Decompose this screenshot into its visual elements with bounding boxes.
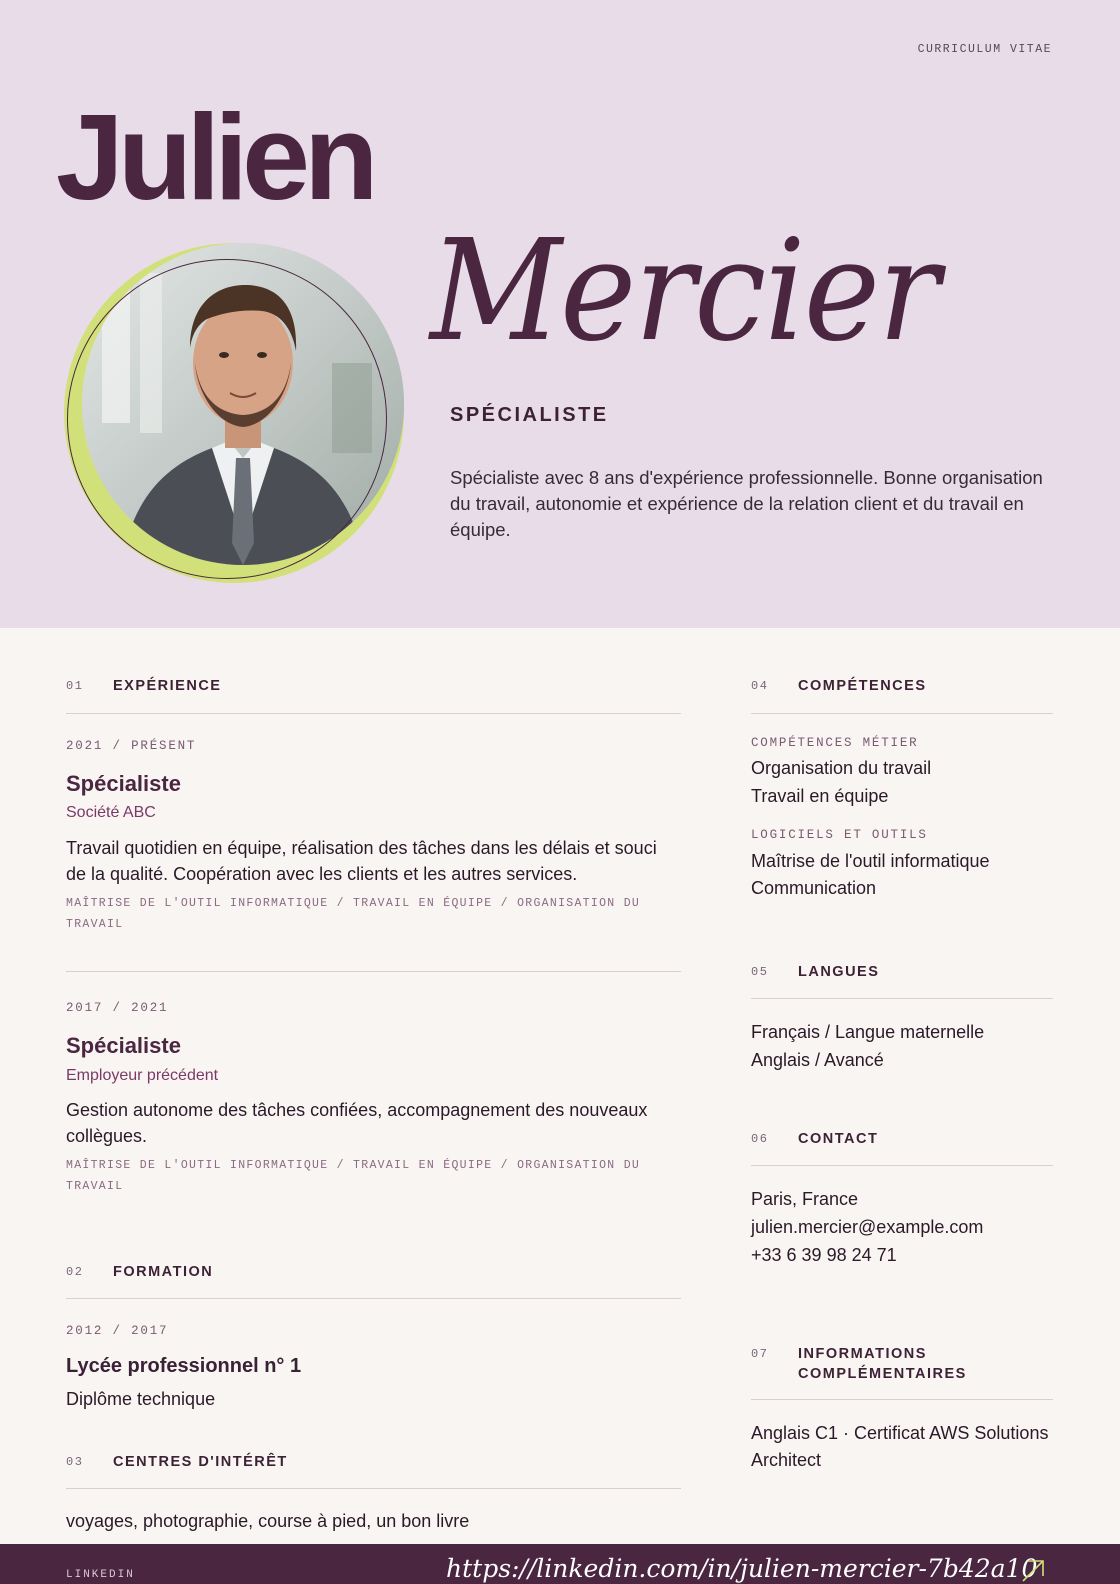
- section-title: EXPÉRIENCE: [113, 678, 222, 694]
- contact-location: Paris, France: [751, 1189, 859, 1209]
- job-title: Spécialiste: [66, 1033, 181, 1058]
- section-number: 01: [66, 679, 84, 693]
- contact-phone[interactable]: +33 6 39 98 24 71: [751, 1245, 897, 1265]
- section-title: FORMATION: [113, 1264, 214, 1280]
- skill-tag: MAÎTRISE DE L'OUTIL INFORMATIQUE: [66, 897, 329, 910]
- job-period: 2017 / 2021: [66, 1001, 169, 1015]
- header-band: [0, 0, 1120, 628]
- contact-email[interactable]: julien.mercier@example.com: [751, 1217, 984, 1237]
- section-title: CONTACT: [798, 1131, 879, 1147]
- skill-item: Organisation du travail: [751, 758, 932, 778]
- linkedin-label: LINKEDIN: [66, 1569, 135, 1581]
- section-title: LANGUES: [798, 964, 880, 980]
- linkedin-url[interactable]: https://linkedin.com/in/julien-mercier-7b42a10: [446, 1554, 1038, 1583]
- section-header-education: [66, 1262, 681, 1299]
- section-header-experience: [66, 676, 681, 714]
- section-title: CENTRES D'INTÉRÊT: [113, 1454, 288, 1470]
- first-name: Julien: [56, 89, 373, 225]
- arrow-up-right-icon[interactable]: [1020, 1558, 1046, 1584]
- section-number: 05: [751, 965, 769, 979]
- company-name: Société ABC: [66, 804, 156, 821]
- section-number: 07: [751, 1347, 769, 1361]
- profile-summary: Spécialiste avec 8 ans d'expérience professionnelle. Bonne organisation du travail, autonomie et expérience de la relation client et du travail en équipe.: [450, 467, 1043, 540]
- section-number: 02: [66, 1265, 84, 1279]
- job-period: 2021 / PRÉSENT: [66, 739, 197, 753]
- section-header-skills: [751, 676, 1053, 714]
- section-header-languages: [751, 962, 1053, 999]
- school-name: Lycée professionnel n° 1: [66, 1355, 302, 1377]
- skill-item: Maîtrise de l'outil informatique: [751, 851, 990, 871]
- job-description: Gestion autonome des tâches confiées, accompagnement des nouveaux collègues.: [66, 1100, 648, 1146]
- skill-tag: TRAVAIL EN ÉQUIPE: [353, 1159, 493, 1172]
- job-description: Travail quotidien en équipe, réalisation des tâches dans les délais et souci de la qualité. Coopération avec les clients et les autres services.: [66, 838, 657, 884]
- job-skills: MAÎTRISE DE L'OUTIL INFORMATIQUE / TRAVAIL EN ÉQUIPE / ORGANISATION DU TRAVAIL: [66, 1159, 641, 1193]
- degree-name: Diplôme technique: [66, 1389, 216, 1409]
- photo-ring: [67, 259, 387, 579]
- skill-item: Communication: [751, 878, 877, 898]
- section-header-additional-info: [751, 1344, 1053, 1400]
- job-title: Spécialiste: [66, 771, 181, 796]
- footer-band: [0, 1544, 1120, 1584]
- skill-tag: TRAVAIL EN ÉQUIPE: [353, 897, 493, 910]
- divider: [66, 971, 681, 972]
- skill-group-label: LOGICIELS ET OUTILS: [751, 828, 928, 842]
- company-name: Employeur précédent: [66, 1067, 219, 1084]
- last-name: Mercier: [430, 210, 938, 373]
- skill-tag: ORGANISATION DU TRAVAIL: [66, 1159, 641, 1193]
- additional-info-text: Anglais C1 · Certificat AWS Solutions Architect: [751, 1423, 1049, 1470]
- skill-tag: MAÎTRISE DE L'OUTIL INFORMATIQUE: [66, 1159, 329, 1172]
- skill-item: Travail en équipe: [751, 786, 889, 806]
- job-skills: MAÎTRISE DE L'OUTIL INFORMATIQUE / TRAVAIL EN ÉQUIPE / ORGANISATION DU TRAVAIL: [66, 897, 641, 931]
- section-title-line: COMPLÉMENTAIRES: [798, 1366, 967, 1382]
- section-title-line: INFORMATIONS: [798, 1346, 927, 1362]
- skill-group-label: COMPÉTENCES MÉTIER: [751, 736, 919, 750]
- document-label: CURRICULUM VITAE: [917, 43, 1052, 56]
- section-title: COMPÉTENCES: [798, 678, 927, 694]
- language-item: Anglais / Avancé: [751, 1050, 884, 1070]
- section-header-interests: [66, 1452, 681, 1489]
- education-period: 2012 / 2017: [66, 1324, 169, 1338]
- profile-photo: [64, 243, 404, 583]
- section-title: [798, 1344, 967, 1384]
- section-number: 06: [751, 1132, 769, 1146]
- interests-text: voyages, photographie, course à pied, un bon livre: [66, 1511, 470, 1531]
- section-number: 04: [751, 679, 769, 693]
- job-role: SPÉCIALISTE: [450, 404, 609, 426]
- section-header-contact: [751, 1129, 1053, 1166]
- language-item: Français / Langue maternelle: [751, 1022, 985, 1042]
- section-number: 03: [66, 1455, 84, 1469]
- skill-tag: ORGANISATION DU TRAVAIL: [66, 897, 641, 931]
